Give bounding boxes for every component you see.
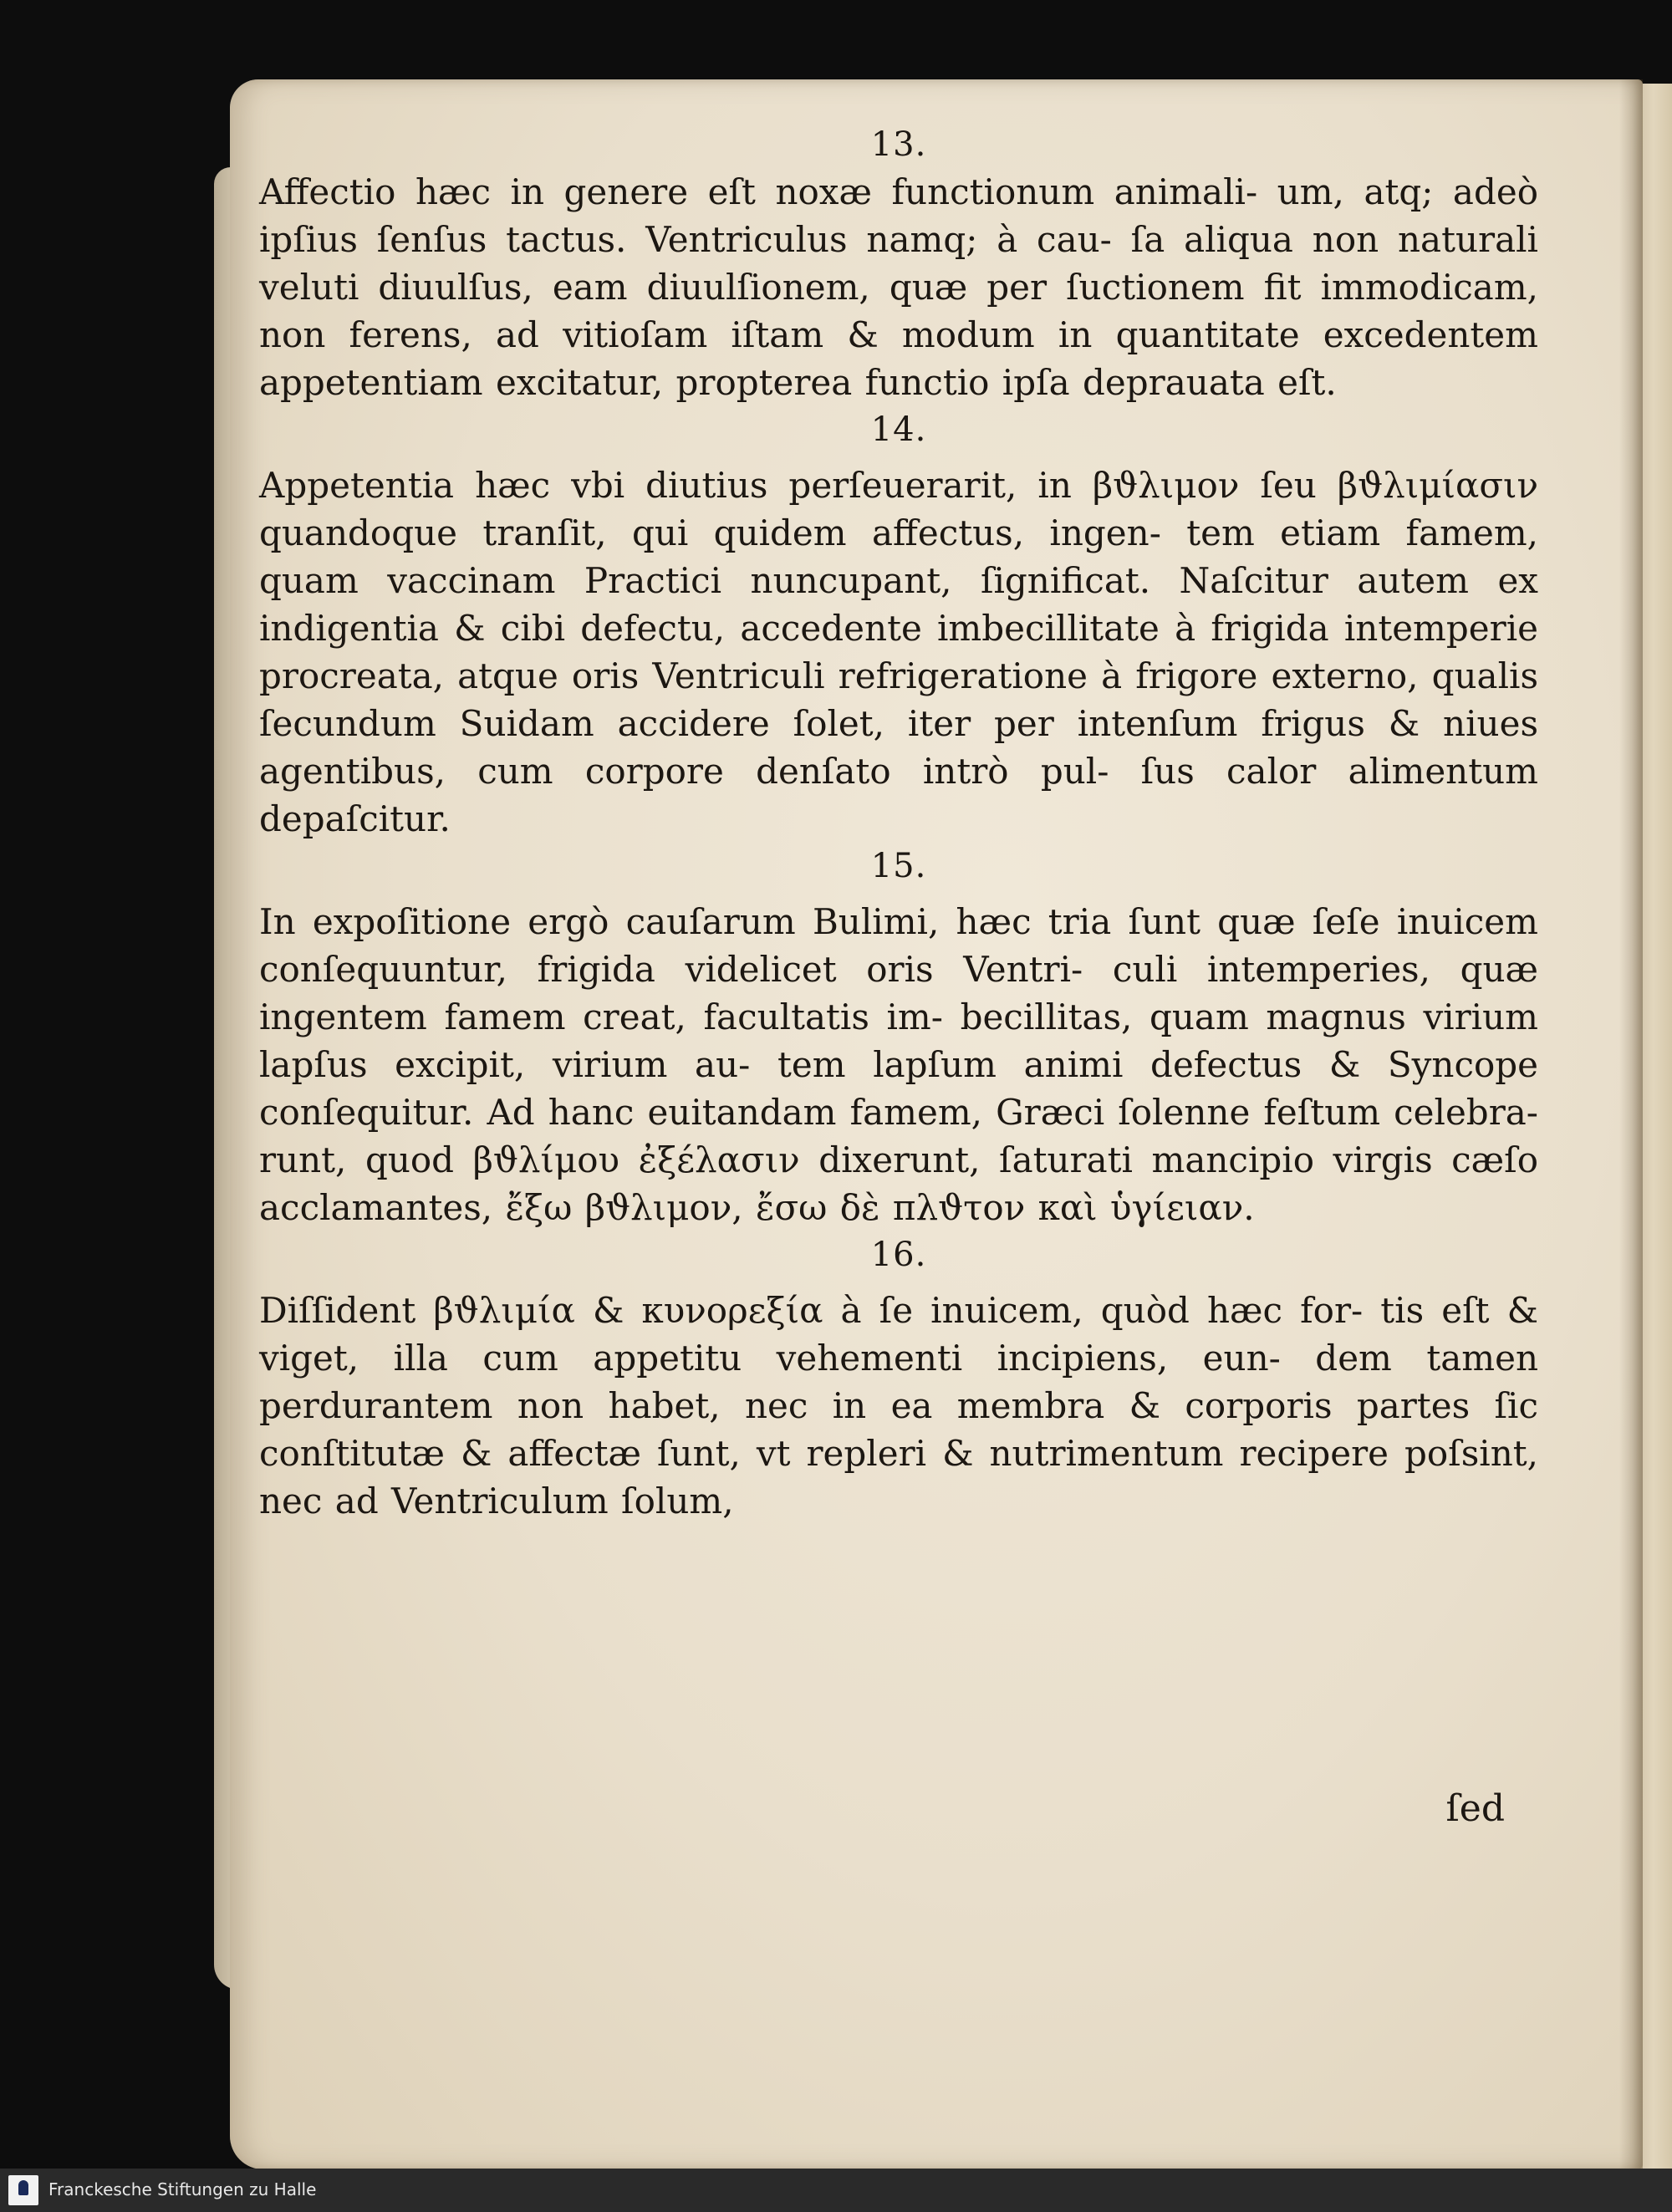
paragraph-15: In expoſitione ergò cauſarum Bulimi, hæc tria ſunt quæ ſeſe inuicem conſequuntur, frigida videlicet oris Ventri- culi intemperies, quæ ingentem famem creat, facultatis im- becillitas, quam magnus virium lapſus excipit, virium au- tem lapſum animi defectus & Syncope conſequitur. Ad hanc euitandam famem, Græci ſolenne feſtum celebra- runt, quod βϑλίμου ἐξέλασιν dixerunt, ſaturati mancipio virgis cæſo acclamantes, ἔξω βϑλιμον, ἔσω δὲ πλϑτον καὶ ὑγίειαν. <box>259 901 1538 1228</box>
institution-logo-icon <box>8 2175 38 2205</box>
page-number: 13. <box>870 125 927 164</box>
section-number-16: 16. <box>870 1236 927 1274</box>
paragraph-14: Appetentia hæc vbi diutius perſeuerarit, in βϑλιμον ſeu βϑλιμίασιν quandoque tranſit, qui quidem affectus, ingen- tem etiam famem, quam vaccinam Practici nuncupant, ſignificat. Naſcitur autem ex indigentia & cibi defectu, accedente imbecillitate à frigida intemperie procreata, atque oris Ventriculi refrigeratione à frigore externo, qualis ſecundum Suidam accidere ſolet, iter per intenſum frigus & niues agentibus, cum corpore denſato intrò pul- ſus calor alimentum depaſcitur. <box>259 465 1538 839</box>
institution-name: Franckesche Stiftungen zu Halle <box>48 2179 317 2199</box>
page-text <box>259 121 1538 1525</box>
gutter-shadow <box>1619 79 1643 2169</box>
section-number-15: 15. <box>870 847 927 885</box>
catchword: ſed <box>1445 1787 1505 1830</box>
section-number-14: 14. <box>870 410 927 449</box>
paragraph-13: Affectio hæc in genere eſt noxæ functionum animali- um, atq; adeò ipſius ſenſus tactus. Ventriculus namq; à cau- ſa aliqua non naturali veluti diuulſus, eam diuulſionem, quæ per ſuctionem fit immodicam, non ferens, ad vitioſam iſtam & modum in quantitate excedentem appetentiam excitatur, propterea functio ipſa deprauata eſt. <box>259 171 1538 403</box>
footer-bar <box>0 2169 1672 2212</box>
paragraph-16: Diſſident βϑλιμία & κυνορεξία à ſe inuicem, quòd hæc for- tis eſt & viget, illa cum appetitu vehementi incipiens, eun- dem tamen perdurantem non habet, nec in ea membra & corporis partes ſic conſtitutæ & affectæ ſunt, vt repleri & nutrimentum recipere poſsint, nec ad Ventriculum ſolum, <box>259 1290 1538 1521</box>
